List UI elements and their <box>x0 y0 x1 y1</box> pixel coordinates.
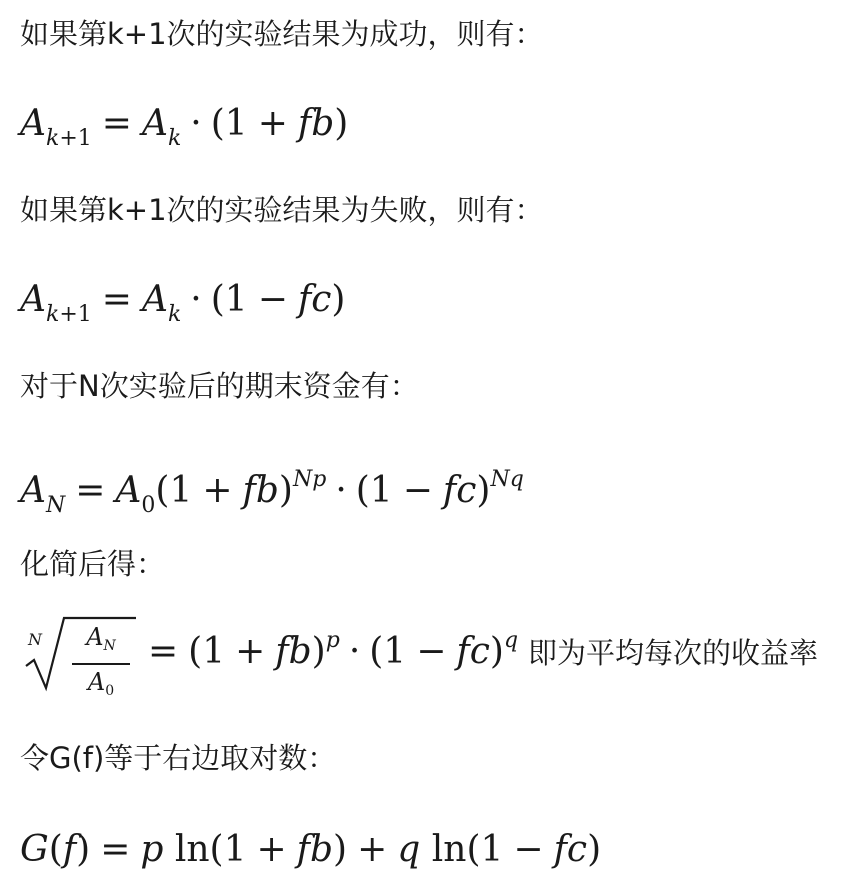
text-define-g: 令G(f)等于右边取对数： <box>20 741 337 775</box>
text-average-return: 即为平均每次的收益率 <box>528 636 819 670</box>
text-failure-condition: 如果第k+1次的实验结果为失败，则有： <box>20 193 544 227</box>
text-final-capital: 对于N次实验后的期末资金有： <box>20 369 419 403</box>
nth-root: N $A_N$ $A_0$ <box>20 614 138 694</box>
text-success-condition: 如果第k+1次的实验结果为成功，则有： <box>20 17 544 51</box>
formula-g: G(f) = p ln(1 + fb) + q ln(1 − fc) <box>20 829 602 870</box>
formula-final-capital: $A_N = A_0(1 + fb)^{Np} \cdot (1 - fc)^{Nq}$ <box>20 467 524 518</box>
text-simplified: 化简后得： <box>20 547 166 581</box>
formula-simplified: N $A_N$ $A_0$ = (1 + fb)$^p$ · (1 − fc)$^q$ 即为平均每次的收益率 <box>20 614 818 694</box>
formula-failure: $A_{k+1} = A_k \cdot (1 - fc)$ <box>20 279 346 327</box>
formula-success: $A_{k+1} = A_k \cdot (1 + fb)$ <box>20 103 349 151</box>
